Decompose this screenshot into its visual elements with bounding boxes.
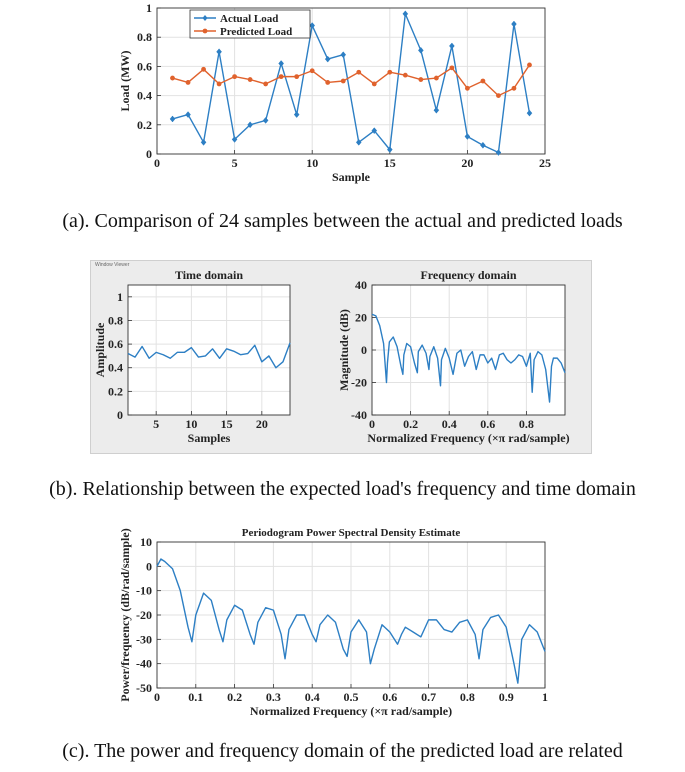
x-tick-label: 0.6 [480,417,496,431]
data-point [186,80,191,85]
y-tick-label: 0 [117,408,123,422]
x-tick-label: 5 [231,156,238,170]
data-point [310,68,315,73]
data-point [372,82,377,87]
x-tick-label: 0.7 [421,690,437,704]
data-point [496,150,501,156]
x-tick-label: 0.6 [382,690,398,704]
caption-b: (b). Relationship between the expected load's frequency and time domain [49,478,636,500]
y-tick-label: -30 [136,632,152,647]
y-tick-label: 40 [355,278,367,292]
caption-a: (a). Comparison of 24 samples between the actual and predicted loads [62,210,623,232]
x-tick-label: 0.4 [441,417,457,431]
data-point [170,76,175,81]
chart-c [0,512,685,727]
chart-title: Frequency domain [420,268,517,282]
data-point [325,80,330,85]
data-point [248,77,253,82]
x-tick-label: 5 [153,417,160,431]
y-tick-label: 0 [361,343,367,357]
chart-a [0,0,685,200]
y-tick-label: 0 [146,559,152,574]
data-point [465,86,470,91]
x-tick-label: 25 [539,156,551,170]
x-tick-label: 1 [542,690,548,704]
data-point [434,76,439,81]
x-tick-label: 0 [369,417,375,431]
data-point [449,43,454,49]
data-point [341,79,346,84]
y-tick-label: 0.2 [108,384,123,399]
x-axis-label: Samples [187,431,231,445]
x-tick-label: 20 [255,417,268,431]
x-tick-label: 0.8 [518,417,534,431]
chart-title: Periodogram Power Spectral Density Estimate [241,527,461,539]
caption-c: (c). The power and frequency domain of the predicted load are related [62,740,623,762]
legend-marker [203,29,208,34]
x-tick-label: 10 [185,417,198,431]
y-tick-label: -10 [136,583,152,598]
data-point [294,112,299,118]
window-title: Window Viewer [95,262,130,268]
x-tick-label: 0 [154,690,160,704]
y-tick-label: 0.8 [137,30,152,45]
legend-label: Predicted Load [220,26,293,38]
data-point [403,11,408,17]
data-point [217,49,222,55]
y-tick-label: 0.6 [137,59,152,74]
data-point [294,74,299,79]
data-point [325,56,330,62]
y-tick-label: 0.6 [108,337,123,352]
data-point [480,142,485,148]
y-tick-label: -20 [136,608,152,622]
data-point [341,52,346,58]
data-point [449,65,454,70]
data-point [418,47,423,53]
x-tick-label: 0.8 [459,690,475,704]
x-tick-label: 0.2 [227,690,243,704]
x-tick-label: 0 [154,156,160,170]
data-point [527,110,532,116]
data-point [263,117,268,123]
chart-title: Time domain [174,268,244,282]
y-tick-label: 0.4 [108,360,123,375]
data-point [217,82,222,87]
y-tick-label: 1 [146,1,152,15]
y-tick-label: -20 [351,375,367,390]
y-tick-label: 0.2 [137,117,152,132]
x-axis-label: Normalized Frequency (×π rad/sample) [249,704,453,718]
x-tick-label: 20 [461,156,474,170]
x-tick-label: 0.3 [265,690,281,704]
data-point [496,93,501,98]
y-axis-label: Magnitude (dB) [337,309,351,391]
data-point [387,70,392,75]
y-tick-label: 10 [140,535,152,549]
x-axis-label: Normalized Frequency (×π rad/sample) [367,431,570,445]
x-tick-label: 0.2 [403,417,419,431]
x-tick-label: 0.5 [343,690,359,704]
data-point [418,77,423,82]
legend-label: Actual Load [220,13,279,25]
y-axis-label: Load (MW) [118,50,132,112]
y-tick-label: -50 [136,681,152,695]
data-point [279,60,284,66]
data-point [512,86,517,91]
y-tick-label: -40 [351,408,367,422]
x-tick-label: 0.4 [304,690,320,704]
x-tick-label: 0.1 [188,690,204,704]
chart-b-frequency [0,258,685,458]
data-point [232,74,237,79]
y-tick-label: 1 [117,289,123,304]
data-point [310,23,315,29]
x-tick-label: 0.9 [498,690,514,704]
y-axis-label: Power/frequency (dB/rad/sample) [118,528,132,702]
y-tick-label: 20 [355,310,367,325]
data-point [511,21,516,27]
y-tick-label: 0.8 [108,313,123,328]
data-point [527,63,532,68]
y-axis-label: Amplitude [93,322,107,378]
data-point [481,79,486,84]
data-point [403,73,408,78]
y-tick-label: 0.4 [137,88,152,103]
data-point [201,67,206,72]
x-axis-label: Sample [331,170,371,184]
data-point [434,107,439,113]
data-point [170,116,175,122]
data-point [465,133,470,139]
data-point [356,70,361,75]
x-tick-label: 10 [306,156,319,170]
data-point [279,74,284,79]
x-tick-label: 15 [383,156,396,170]
y-tick-label: -40 [136,656,152,671]
y-tick-label: 0 [146,147,152,161]
x-tick-label: 15 [220,417,233,431]
data-point [263,82,268,87]
